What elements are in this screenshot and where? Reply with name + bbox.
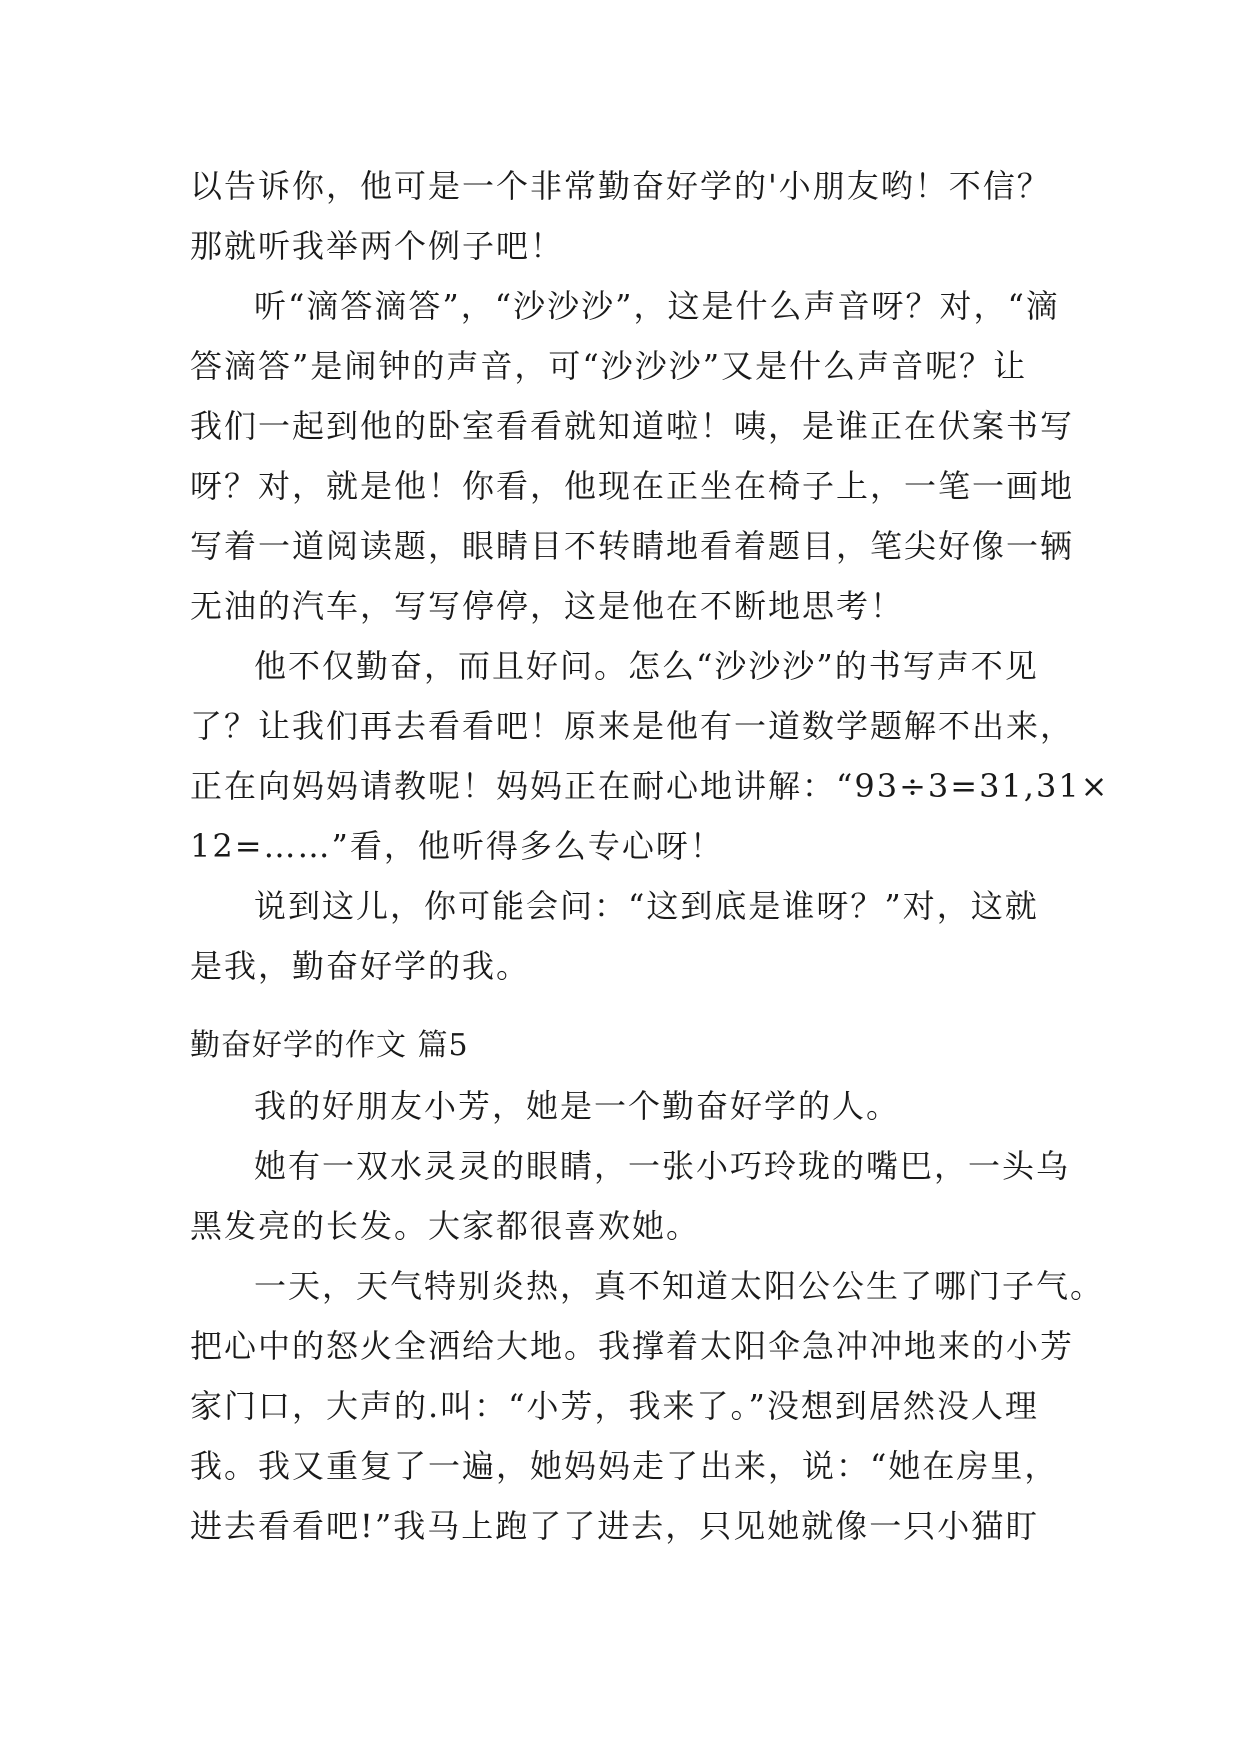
text-line: 我。我又重复了一遍，她妈妈走了出来，说：“她在房里，	[190, 1447, 1059, 1485]
text-line: 他不仅勤奋，而且好问。怎么“沙沙沙”的书写声不见	[254, 647, 1039, 685]
essay-section-5-text	[190, 1076, 1105, 1556]
text-line: 答滴答”是闹钟的声音，可“沙沙沙”又是什么声音呢？让	[190, 347, 1028, 385]
text-line: 我们一起到他的卧室看看就知道啦！咦，是谁正在伏案书写	[190, 407, 1075, 445]
text-line: 把心中的怒火全洒给大地。我撑着太阳伞急冲冲地来的小芳	[190, 1327, 1075, 1365]
text-line: 那就听我举两个例子吧！	[190, 227, 565, 265]
text-line: 了？让我们再去看看吧！原来是他有一道数学题解不出来，	[190, 707, 1075, 745]
text-line: 她有一双水灵灵的眼睛，一张小巧玲珑的嘴巴，一头乌	[254, 1147, 1071, 1185]
text-line: 我的好朋友小芳，她是一个勤奋好学的人。	[254, 1087, 901, 1125]
text-line: 听“滴答滴答”，“沙沙沙”，这是什么声音呀？对，“滴	[254, 287, 1060, 325]
text-line: 正在向妈妈请教呢！妈妈正在耐心地讲解：“93÷3=31,31×	[190, 767, 1110, 805]
essay-continued-text	[190, 156, 1110, 996]
text-line: 12=……”看，他听得多么专心呀！	[190, 827, 724, 865]
text-line: 进去看看吧!”我马上跑了了进去，只见她就像一只小猫盯	[190, 1507, 1040, 1545]
text-line: 是我，勤奋好学的我。	[190, 947, 531, 985]
text-line: 无油的汽车，写写停停，这是他在不断地思考！	[190, 587, 905, 625]
text-line: 呀？对，就是他！你看，他现在正坐在椅子上，一笔一画地	[190, 467, 1075, 505]
text-line: 一天，天气特别炎热，真不知道太阳公公生了哪门子气。	[254, 1267, 1105, 1305]
text-line: 写着一道阅读题，眼睛目不转睛地看着题目，笔尖好像一辆	[190, 527, 1075, 565]
section-heading: 勤奋好学的作文 篇5	[190, 1028, 469, 1063]
text-line: 说到这儿，你可能会问：“这到底是谁呀？”对，这就	[254, 887, 1039, 925]
text-line: 家门口，大声的.叫：“小芳，我来了。”没想到居然没人理	[190, 1387, 1039, 1425]
text-line: 黑发亮的长发。大家都很喜欢她。	[190, 1207, 701, 1245]
text-line: 以告诉你，他可是一个非常勤奋好学的'小朋友哟！不信？	[190, 167, 1051, 205]
